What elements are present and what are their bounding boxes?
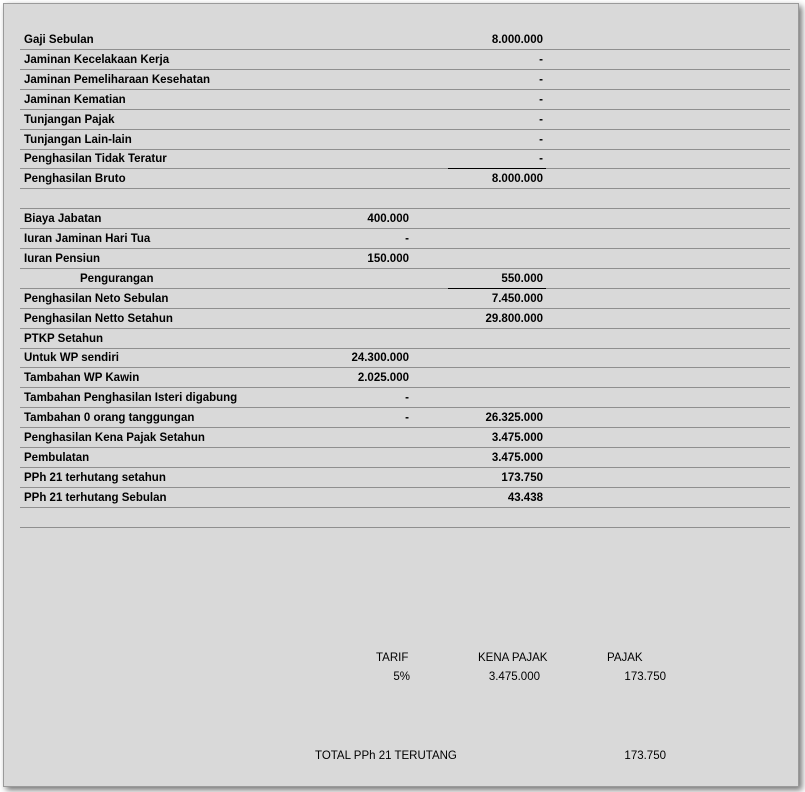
- table-row: [20, 90, 790, 110]
- row-amount-deduction: -: [405, 392, 409, 405]
- table-row: [20, 508, 790, 528]
- table-row: [20, 388, 790, 408]
- table-row: [20, 488, 790, 508]
- tarif-value: 5%: [393, 671, 410, 683]
- row-amount-total: 3.475.000: [491, 451, 543, 464]
- table-row: [20, 50, 790, 70]
- table-row: [20, 149, 790, 169]
- row-amount-total: 550.000: [501, 272, 543, 285]
- row-amount-total: 8.000.000: [491, 34, 543, 46]
- table-row: [20, 408, 790, 428]
- row-amount-total: 7.450.000: [491, 292, 543, 305]
- row-label: Penghasilan Tidak Teratur: [24, 153, 167, 166]
- sum-underline: [448, 168, 546, 169]
- row-amount-deduction: -: [405, 412, 409, 425]
- row-amount-deduction: 400.000: [367, 213, 409, 226]
- table-row: [20, 70, 790, 90]
- row-label: Untuk WP sendiri: [24, 352, 119, 365]
- table-row: [20, 329, 790, 349]
- table-row: [20, 269, 790, 289]
- table-row: [20, 110, 790, 130]
- pajak-header: PAJAK: [607, 652, 643, 664]
- row-amount-total: 3.475.000: [491, 432, 543, 444]
- row-label: Gaji Sebulan: [24, 34, 94, 46]
- row-label: PPh 21 terhutang Sebulan: [24, 491, 167, 504]
- row-amount-total: 29.800.000: [485, 312, 543, 325]
- kena-pajak-value: 3.475.000: [488, 671, 540, 683]
- table-row: [20, 229, 790, 249]
- table-row: [20, 368, 790, 388]
- total-pph21-label: TOTAL PPh 21 TERUTANG: [315, 750, 457, 762]
- row-label: Penghasilan Netto Setahun: [24, 312, 173, 325]
- row-amount-total: 8.000.000: [491, 173, 543, 186]
- row-label: PPh 21 terhutang setahun: [24, 471, 166, 484]
- sum-underline: [448, 288, 546, 289]
- table-row: [20, 130, 790, 150]
- table-row: [20, 209, 790, 229]
- table-row: [20, 348, 790, 368]
- row-label: Jaminan Pemeliharaan Kesehatan: [24, 73, 210, 86]
- table-row: [20, 428, 790, 448]
- total-pph21-value: 173.750: [624, 750, 666, 762]
- row-label: Penghasilan Bruto: [24, 173, 126, 186]
- kena-pajak-header: KENA PAJAK: [478, 652, 548, 664]
- row-amount-total: 26.325.000: [485, 412, 543, 425]
- table-row: [20, 30, 790, 50]
- table-row: [20, 468, 790, 488]
- row-label: Pengurangan: [80, 272, 154, 285]
- row-label: Iuran Pensiun: [24, 252, 101, 265]
- row-amount-total: 43.438: [507, 491, 543, 504]
- row-amount-total: -: [539, 93, 543, 106]
- worksheet: [3, 3, 799, 787]
- table-row: [20, 249, 790, 269]
- row-amount-total: -: [539, 73, 543, 86]
- table-row: [20, 448, 790, 468]
- row-label: Iuran Jaminan Hari Tua: [24, 233, 151, 245]
- row-label: Tunjangan Pajak: [24, 113, 115, 126]
- row-amount-total: -: [539, 53, 543, 66]
- row-label: Tambahan 0 orang tanggungan: [24, 412, 195, 425]
- row-label: Biaya Jabatan: [24, 213, 102, 226]
- row-label: Tunjangan Lain-lain: [24, 133, 132, 146]
- row-amount-total: 173.750: [501, 471, 543, 484]
- tarif-header: TARIF: [376, 652, 409, 664]
- row-label: Jaminan Kecelakaan Kerja: [24, 53, 170, 66]
- row-amount-total: -: [539, 153, 543, 166]
- row-label: PTKP Setahun: [24, 332, 104, 345]
- row-amount-deduction: 2.025.000: [357, 372, 409, 385]
- row-amount-deduction: 24.300.000: [351, 352, 409, 365]
- row-amount-total: -: [539, 133, 543, 146]
- row-label: Penghasilan Kena Pajak Setahun: [24, 432, 205, 444]
- table-row: [20, 289, 790, 309]
- table-row: [20, 309, 790, 329]
- row-label: Jaminan Kematian: [24, 93, 126, 106]
- row-amount-total: -: [539, 113, 543, 126]
- row-label: Penghasilan Neto Sebulan: [24, 292, 169, 305]
- row-amount-deduction: -: [405, 233, 409, 245]
- row-label: Pembulatan: [24, 451, 90, 464]
- row-amount-deduction: 150.000: [367, 252, 409, 265]
- pajak-value: 173.750: [624, 671, 666, 683]
- table-row: [20, 169, 790, 189]
- table-row: [20, 189, 790, 209]
- row-label: Tambahan Penghasilan Isteri digabung: [24, 392, 238, 405]
- row-label: Tambahan WP Kawin: [24, 372, 140, 385]
